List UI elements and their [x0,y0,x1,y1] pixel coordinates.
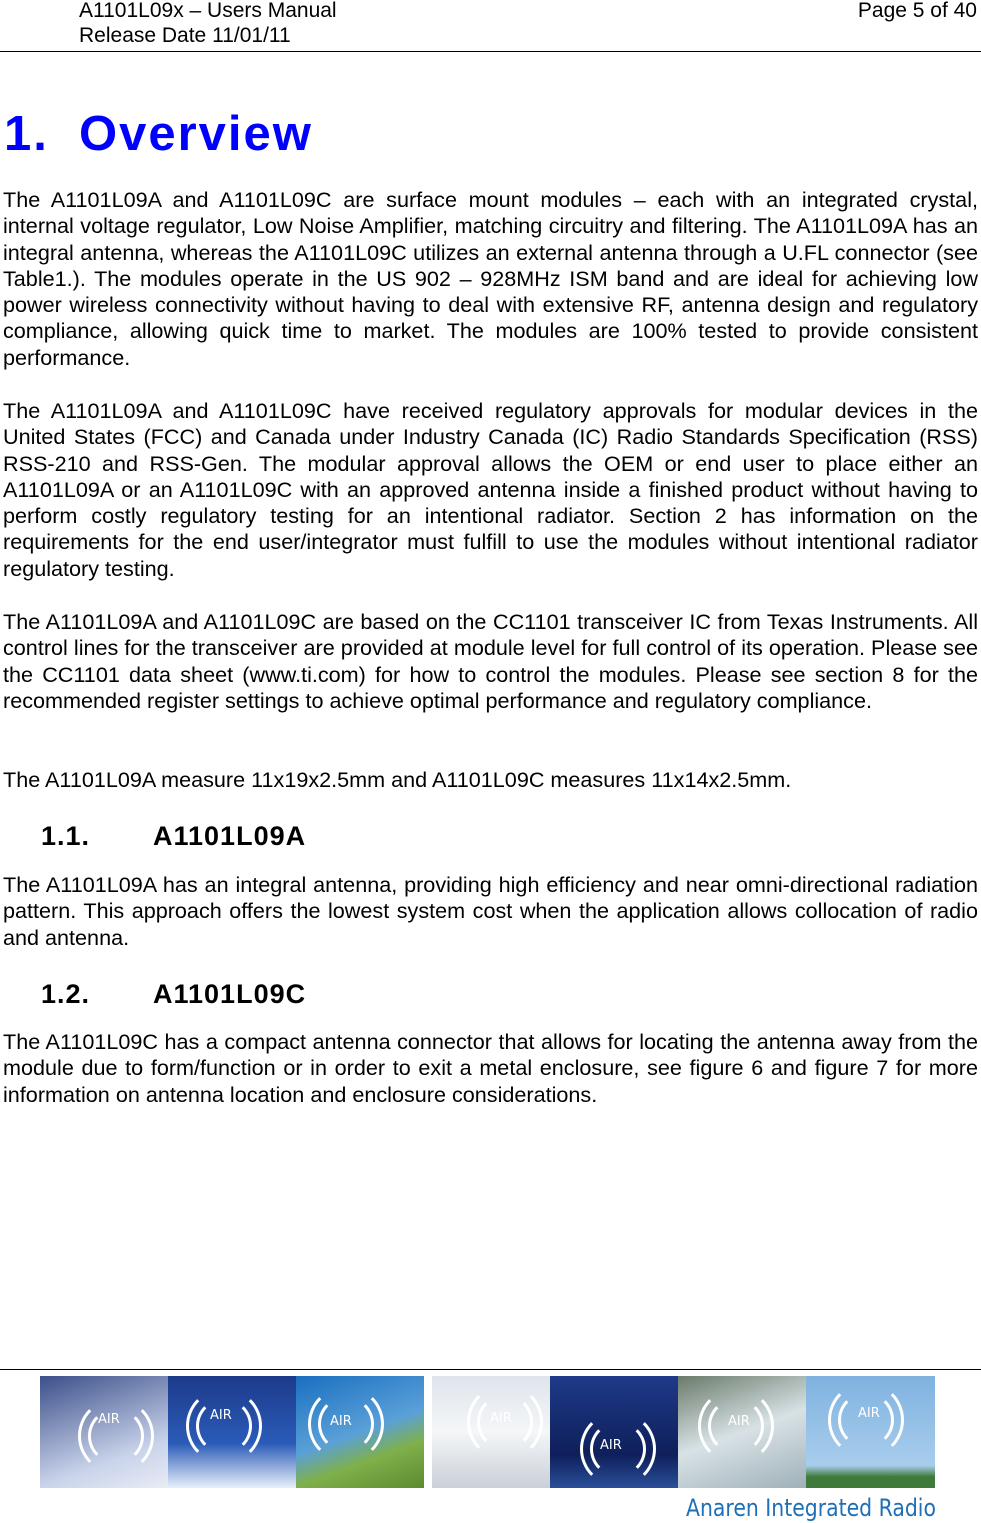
air-logo: AIR [728,1414,750,1429]
subsection-heading-1-2 [41,978,306,1010]
header-divider [0,51,981,52]
air-logo: AIR [858,1406,880,1421]
subsection-number: 1.1. [41,821,91,851]
footer-divider [0,1369,981,1370]
page-number: Page 5 of 40 [857,0,977,22]
banner-image-cyclist [296,1376,424,1488]
subsection-title: A1101L09A [153,821,307,851]
banner-image-kayaker [678,1376,806,1488]
air-logo: AIR [330,1414,352,1429]
banner-image-rollerblader [806,1376,935,1488]
section-heading [4,104,313,164]
banner-image-skier [168,1376,296,1488]
paragraph-a1101l09c: The A1101L09C has a compact antenna connector that allows for locating the antenna away from the module due to form/function or in order to exit a metal enclosure, see figure 6 and figure 7 for more information on antenna location and enclosure considerations. [3,1029,978,1107]
section-number: 1. [4,107,49,161]
paragraph-a1101l09a: The A1101L09A has an integral antenna, providing high efficiency and near omni-directional radiation pattern. This approach offers the lowest system cost when the application allows collocation of radio and antenna. [3,872,978,950]
paragraph-dimensions: The A1101L09A measure 11x19x2.5mm and A1101L09C measures 11x14x2.5mm. [3,767,792,792]
subsection-title: A1101L09C [153,979,307,1009]
banner-image-skateboarder [40,1376,168,1488]
subsection-number: 1.2. [41,979,91,1009]
footer-banner [40,1376,935,1488]
release-date: Release Date 11/01/11 [79,24,291,47]
section-title: Overview [79,107,313,161]
header-left [79,0,337,48]
document-title: A1101L09x – Users Manual [79,0,337,22]
paragraph-regulatory: The A1101L09A and A1101L09C have received regulatory approvals for modular devices in the United States (FCC) and Canada under Industry Canada (IC) Radio Standards Specification (RSS) RSS-210 and RSS-Gen. The modular approval allows the OEM or end user to place either an A1101L09A or an A1101L09C with an approved antenna inside a finished product without having to perform costly regulatory testing for an intentional radiator. Section 2 has information on the requirements for the end user/integrator must fulfill to use the modules without intentional radiator regulatory testing. [3,398,978,581]
paragraph-transceiver: The A1101L09A and A1101L09C are based on the CC1101 transceiver IC from Texas Instruments. All control lines for the transceiver are provided at module level for full control of its operation. Please see the CC1101 data sheet (www.ti.com) for how to control the modules. Please see section 8 for the recommended register settings to achieve optimal performance and regulatory compliance. [3,609,978,713]
air-logo: AIR [600,1438,622,1453]
air-logo: AIR [98,1412,120,1427]
banner-image-windsurfer [550,1376,678,1488]
anaren-brand-text: Anaren Integrated Radio [686,1494,936,1522]
air-logo: AIR [210,1408,232,1423]
subsection-heading-1-1 [41,820,306,852]
air-logo: AIR [490,1411,512,1426]
banner-image-snowboarder [432,1376,550,1488]
paragraph-intro: The A1101L09A and A1101L09C are surface mount modules – each with an integrated crystal, internal voltage regulator, Low Noise Amplifier, matching circuitry and filtering. The A1101L09A has an integral antenna, whereas the A1101L09C utilizes an external antenna through a U.FL connector (see Table1.). The modules operate in the US 902 – 928MHz ISM band and are ideal for achieving low power wireless connectivity without having to deal with extensive RF, antenna design and regulatory compliance, allowing quick time to market. The modules are 100% tested to provide consistent performance. [3,187,978,370]
